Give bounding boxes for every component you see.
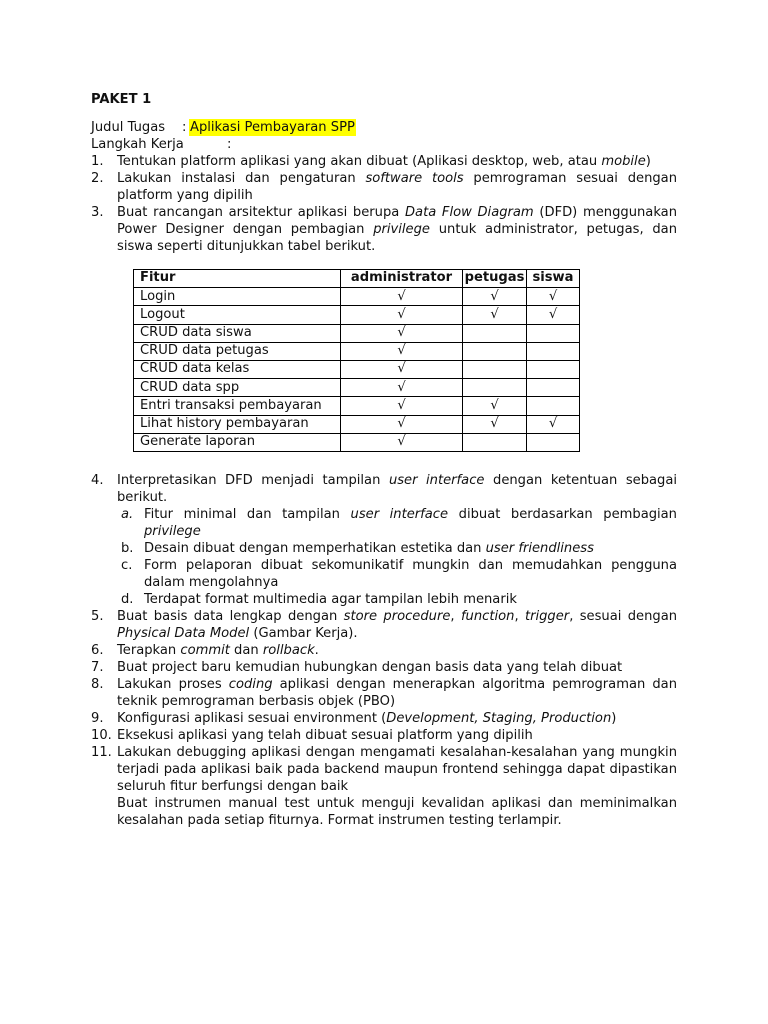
list-item bbox=[91, 710, 677, 727]
italic-text: software tools bbox=[365, 171, 464, 186]
task-title-label: Judul Tugas bbox=[91, 120, 166, 135]
list-item-number: 3. bbox=[91, 205, 104, 220]
table-header-cell: Fitur bbox=[134, 270, 341, 288]
italic-text: user interface bbox=[350, 507, 449, 522]
text-segment: (Gambar Kerja). bbox=[249, 626, 358, 641]
text-segment: dengan ketentuan sebagai berikut. bbox=[117, 473, 677, 505]
check-cell: √ bbox=[527, 415, 580, 433]
list-item-number: 1. bbox=[91, 154, 104, 169]
table-row bbox=[134, 397, 580, 415]
check-cell bbox=[463, 433, 527, 451]
text-segment: untuk administrator, petugas, dan siswa seperti ditunjukkan tabel berikut. bbox=[117, 222, 677, 254]
check-cell: √ bbox=[341, 306, 463, 324]
sub-list-item bbox=[91, 506, 677, 540]
text-segment: Buat rancangan arsitektur aplikasi berupa bbox=[117, 205, 405, 220]
list-item-number: 9. bbox=[91, 711, 104, 726]
check-cell bbox=[527, 324, 580, 342]
table-row bbox=[134, 342, 580, 360]
check-cell: √ bbox=[341, 379, 463, 397]
task-meta bbox=[91, 119, 691, 153]
table-row bbox=[134, 288, 580, 306]
check-cell: √ bbox=[463, 288, 527, 306]
text-segment: Terdapat format multimedia agar tampilan lebih menarik bbox=[144, 592, 517, 607]
text-segment: Konfigurasi aplikasi sesuai environment ( bbox=[117, 711, 387, 726]
task-title-row bbox=[91, 119, 691, 136]
list-item bbox=[91, 170, 677, 204]
list-item bbox=[91, 153, 677, 170]
italic-text: Physical Data Model bbox=[117, 626, 250, 641]
check-cell bbox=[527, 433, 580, 451]
feature-cell: Login bbox=[134, 288, 341, 306]
list-item bbox=[91, 204, 677, 255]
list-item bbox=[91, 608, 677, 642]
text-segment: Terapkan bbox=[117, 643, 181, 658]
work-steps-row bbox=[91, 136, 691, 153]
italic-text: Development, Staging, Production bbox=[386, 711, 612, 726]
text-segment: ) bbox=[611, 711, 617, 726]
table-row bbox=[134, 324, 580, 342]
task-title-colon: : bbox=[182, 120, 187, 135]
sub-list-item-letter: b. bbox=[121, 541, 134, 556]
text-segment: aplikasi dengan menerapkan algoritma pemrograman dan teknik pemrograman berbasis objek (PBO) bbox=[117, 677, 677, 709]
list-item bbox=[91, 659, 677, 676]
text-segment: , bbox=[450, 609, 461, 624]
check-cell: √ bbox=[341, 288, 463, 306]
italic-text: store procedure bbox=[343, 609, 451, 624]
list-item-number: 6. bbox=[91, 643, 104, 658]
step-list-part1 bbox=[91, 153, 677, 255]
sub-list-item-letter: c. bbox=[121, 558, 133, 573]
privilege-table bbox=[133, 269, 580, 452]
list-item-number: 7. bbox=[91, 660, 104, 675]
check-cell: √ bbox=[463, 306, 527, 324]
text-segment: , sesuai dengan bbox=[569, 609, 678, 624]
check-cell: √ bbox=[341, 324, 463, 342]
text-segment: Buat project baru kemudian hubungkan dengan basis data yang telah dibuat bbox=[117, 660, 623, 675]
sub-list-item-letter: d. bbox=[121, 592, 134, 607]
check-cell bbox=[463, 324, 527, 342]
table-header-cell: administrator bbox=[341, 270, 463, 288]
italic-text: trigger bbox=[524, 609, 570, 624]
check-cell: √ bbox=[341, 342, 463, 360]
check-cell: √ bbox=[341, 433, 463, 451]
table-row bbox=[134, 379, 580, 397]
text-segment: dibuat berdasarkan pembagian bbox=[448, 507, 677, 522]
italic-text: user interface bbox=[388, 473, 485, 488]
italic-text: privilege bbox=[144, 524, 201, 539]
check-cell bbox=[527, 342, 580, 360]
italic-text: coding bbox=[228, 677, 273, 692]
text-segment: , bbox=[514, 609, 525, 624]
list-item bbox=[91, 744, 677, 795]
list-item bbox=[91, 727, 677, 744]
task-title-value: Aplikasi Pembayaran SPP bbox=[190, 120, 355, 135]
list-item bbox=[91, 676, 677, 710]
check-cell: √ bbox=[341, 360, 463, 378]
list-item-number: 2. bbox=[91, 171, 104, 186]
check-cell bbox=[527, 360, 580, 378]
check-cell: √ bbox=[341, 415, 463, 433]
feature-cell: Logout bbox=[134, 306, 341, 324]
check-cell: √ bbox=[463, 397, 527, 415]
text-segment: Interpretasikan DFD menjadi tampilan bbox=[117, 473, 389, 488]
feature-cell: CRUD data spp bbox=[134, 379, 341, 397]
text-segment: . bbox=[314, 643, 319, 658]
package-title: PAKET 1 bbox=[91, 92, 152, 107]
text-segment: pemrograman sesuai dengan platform yang dipilih bbox=[117, 171, 678, 203]
list-item-number: 8. bbox=[91, 677, 104, 692]
text-segment: Eksekusi aplikasi yang telah dibuat sesuai platform yang dipilih bbox=[117, 728, 533, 743]
text-segment: Lakukan proses bbox=[117, 677, 229, 692]
check-cell bbox=[463, 342, 527, 360]
feature-cell: CRUD data petugas bbox=[134, 342, 341, 360]
text-segment: (DFD) menggunakan Power Designer dengan pembagian bbox=[117, 205, 677, 237]
feature-cell: Generate laporan bbox=[134, 433, 341, 451]
text-segment: Desain dibuat dengan memperhatikan estetika dan bbox=[144, 541, 486, 556]
check-cell: √ bbox=[527, 288, 580, 306]
sub-list-item-letter: a. bbox=[121, 507, 134, 522]
text-segment: Form pelaporan dibuat sekomunikatif mungkin dan memudahkan pengguna dalam mengolahnya bbox=[144, 558, 677, 590]
feature-cell: CRUD data siswa bbox=[134, 324, 341, 342]
check-cell: √ bbox=[527, 306, 580, 324]
italic-text: function bbox=[460, 609, 515, 624]
check-cell: √ bbox=[341, 397, 463, 415]
list-item bbox=[91, 642, 677, 659]
text-segment: Tentukan platform aplikasi yang akan dibuat (Aplikasi desktop, web, atau bbox=[117, 154, 602, 169]
table-row bbox=[134, 415, 580, 433]
table-row bbox=[134, 306, 580, 324]
list-item-number: 4. bbox=[91, 473, 104, 488]
list-item-number: 5. bbox=[91, 609, 104, 624]
text-segment: Lakukan instalasi dan pengaturan bbox=[117, 171, 366, 186]
table-row bbox=[134, 433, 580, 451]
text-segment: Buat basis data lengkap dengan bbox=[117, 609, 344, 624]
italic-text: commit bbox=[180, 643, 230, 658]
table-row bbox=[134, 360, 580, 378]
sub-list-item bbox=[91, 557, 677, 591]
step-list-part2 bbox=[91, 472, 677, 829]
work-steps-label: Langkah Kerja bbox=[91, 137, 184, 152]
italic-text: Data Flow Diagram bbox=[404, 205, 534, 220]
text-segment: ) bbox=[645, 154, 651, 169]
list-item-number: 10. bbox=[91, 728, 112, 743]
check-cell bbox=[527, 379, 580, 397]
check-cell bbox=[527, 397, 580, 415]
italic-text: rollback bbox=[262, 643, 315, 658]
italic-text: privilege bbox=[373, 222, 430, 237]
sub-list-item bbox=[91, 591, 677, 608]
feature-cell: CRUD data kelas bbox=[134, 360, 341, 378]
work-steps-colon: : bbox=[227, 137, 232, 152]
check-cell: √ bbox=[463, 415, 527, 433]
feature-cell: Entri transaksi pembayaran bbox=[134, 397, 341, 415]
italic-text: user friendliness bbox=[485, 541, 594, 556]
table-header-cell: siswa bbox=[527, 270, 580, 288]
list-item bbox=[91, 472, 677, 506]
check-cell bbox=[463, 360, 527, 378]
sub-list-item bbox=[91, 540, 677, 557]
text-segment: dan bbox=[229, 643, 263, 658]
feature-cell: Lihat history pembayaran bbox=[134, 415, 341, 433]
text-segment: Lakukan debugging aplikasi dengan mengamati kesalahan-kesalahan yang mungkin terjadi pada aplikasi baik pada backend maupun frontend sehingga dapat dipastikan seluruh fitur berfungsi dengan baik bbox=[117, 745, 677, 794]
list-item-continuation: Buat instrumen manual test untuk menguji kevalidan aplikasi dan meminimalkan kesalahan pada setiap fiturnya. Format instrumen testing terlampir. bbox=[117, 796, 677, 828]
check-cell bbox=[463, 379, 527, 397]
table-header-row bbox=[134, 270, 580, 288]
table-body bbox=[134, 288, 580, 452]
italic-text: mobile bbox=[601, 154, 646, 169]
text-segment: Fitur minimal dan tampilan bbox=[144, 507, 351, 522]
list-item-number: 11. bbox=[91, 745, 112, 760]
table-header-cell: petugas bbox=[463, 270, 527, 288]
